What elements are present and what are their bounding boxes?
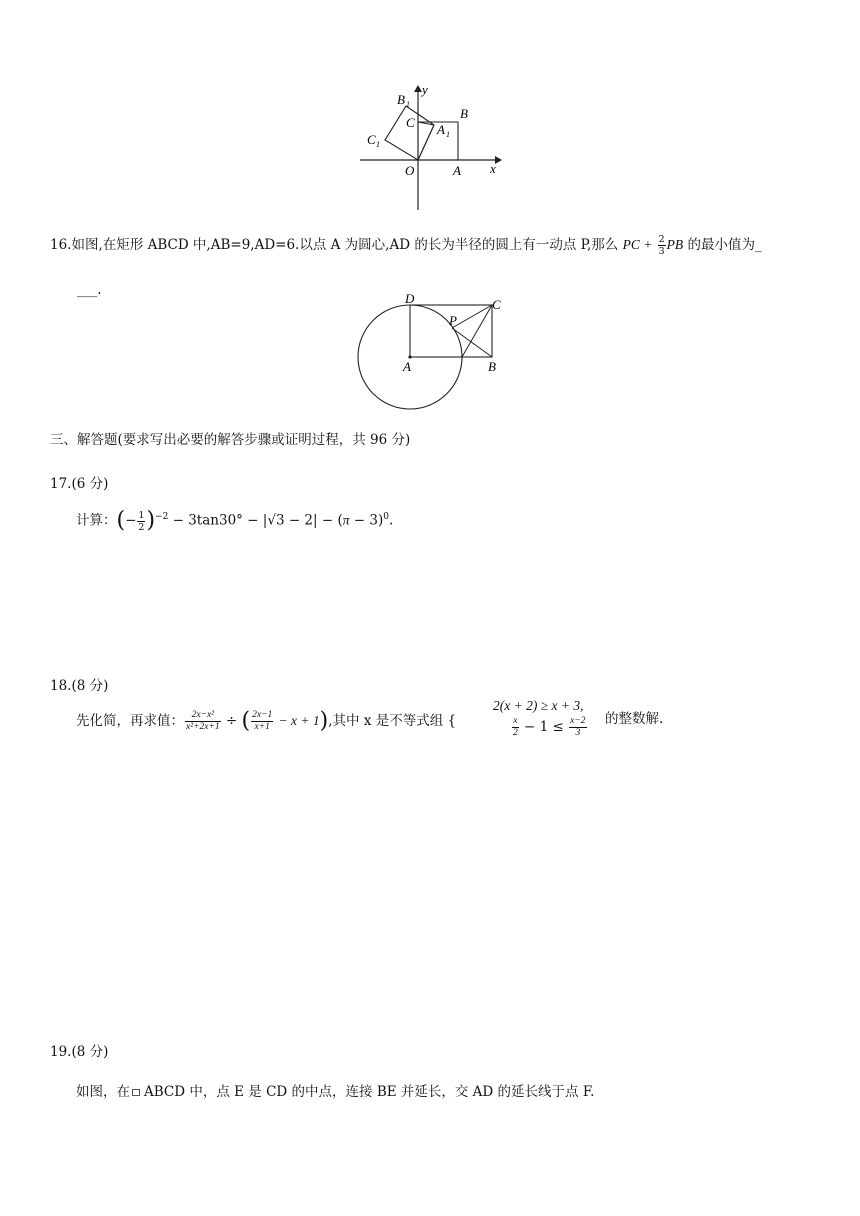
q18-end-text: 的整数解. [605, 711, 664, 727]
q17-zero-exp: 0 [383, 512, 389, 522]
label-c1-sub: 1 [376, 140, 380, 149]
label-b1: B [397, 92, 405, 107]
q17-paren-open: ( [116, 508, 126, 533]
q19-text [76, 1083, 594, 1101]
q19-text-before: 如图，在 [76, 1084, 130, 1100]
q18-prefix: 先化简，再求值： [76, 713, 184, 729]
q17-pi: π [342, 512, 350, 528]
q18-f2-num: 2x−1 [252, 710, 273, 720]
label-y: y [422, 82, 428, 97]
q16-frac-num: 2 [658, 234, 665, 245]
label-o: O [405, 163, 415, 178]
label-b: B [460, 106, 468, 121]
parallelogram-icon [132, 1089, 140, 1096]
q18-fraction-2 [251, 710, 273, 733]
q18-ineq2-num2: x−2 [570, 716, 586, 726]
q18-paren-close: ) [319, 708, 329, 734]
q18-ineq2-num1: x [513, 716, 518, 726]
q18-inequality-1: 2(x + 2) ≥ x + 3, [493, 698, 584, 713]
q16-text-after: 的最小值为_ [687, 237, 762, 253]
q17-frac-num: 1 [138, 509, 145, 521]
q18-f1-num: 2x−x² [185, 710, 221, 722]
q16-fraction [658, 234, 666, 257]
q17-rest1: − 3tan30° − |√3 − 2| − ( [168, 512, 343, 529]
q18-ineq2-den2: 3 [575, 728, 581, 738]
q17-fraction [137, 510, 145, 533]
q18-fraction-1 [185, 710, 221, 733]
label-b: B [488, 359, 496, 374]
q16-frac-den: 3 [658, 246, 665, 257]
q16-text-before: 如图,在矩形 ABCD 中,AB=9,AD=6.以点 A 为圆心,AD 的长为半径的圆上有一动点 P,那么 [71, 237, 619, 253]
q18-f1-den: x²+2x+1 [186, 722, 220, 732]
q19-text-after: ABCD 中，点 E 是 CD 的中点，连接 BE 并延长，交 AD 的延长线于点 F. [144, 1084, 595, 1100]
question-16 [50, 234, 762, 257]
label-b1-sub: 1 [406, 100, 410, 109]
q18-expression [76, 710, 456, 733]
q18-mid-text: ,其中 x 是不等式组 { [328, 713, 457, 729]
section-3-heading: 三、解答题(要求写出必要的解答步骤或证明过程，共 96 分) [50, 432, 411, 448]
q17-header: 17.(6 分) [50, 476, 109, 492]
segment-cb-diag [462, 305, 492, 357]
rectangle-circle-figure [352, 290, 512, 415]
rotation-figure [355, 80, 505, 215]
q16-number: 16. [50, 237, 72, 253]
label-x: x [490, 161, 496, 176]
q18-ineq2-frac2 [569, 716, 586, 739]
q18-divide: ÷ [225, 713, 238, 729]
q17-rest2: − 3) [349, 512, 384, 529]
q18-ineq2-den1: 2 [513, 728, 518, 738]
label-a: A [403, 359, 411, 374]
q17-frac-den: 2 [138, 521, 145, 533]
q18-minus-part: − x + 1 [278, 713, 320, 728]
segment-pc [452, 305, 492, 328]
q16-expr-pc: PC + [622, 237, 653, 252]
q16-expr-pb: PB [666, 237, 684, 252]
q18-inequality-2 [511, 716, 588, 739]
label-c: C [406, 115, 415, 130]
q18-f2-den: x+1 [254, 722, 270, 732]
label-d: D [405, 291, 415, 306]
y-axis-arrow [414, 85, 422, 92]
q17-paren-close: ) [146, 508, 156, 533]
q18-paren-open: ( [241, 708, 251, 734]
q17-exponent: −2 [155, 512, 169, 522]
segment-pb [452, 328, 492, 357]
q16-answer-blank: ___. [77, 282, 102, 298]
label-p: P [449, 313, 457, 328]
q18-ineq2-mid: − 1 ≤ [524, 719, 564, 735]
q17-end: . [388, 512, 394, 529]
segment-ob [418, 125, 434, 160]
x-axis-arrow [495, 156, 502, 164]
label-a: A [453, 163, 461, 178]
q18-header: 18.(8 分) [50, 678, 109, 694]
q17-prefix: 计算： [76, 512, 117, 529]
q17-expression: 计算：(− $\frac{1}{2}$ )$^{-2} - 3\tan 30^\circ - |√3 - 2| - (\pi - 3)^0$. [76, 508, 394, 533]
q18-ineq2-frac1 [512, 716, 519, 739]
q19-header: 19.(8 分) [50, 1044, 109, 1060]
label-c1: C [367, 132, 376, 147]
label-a1-sub: 1 [446, 130, 450, 139]
label-a1: A [437, 122, 445, 137]
label-c: C [492, 297, 501, 312]
